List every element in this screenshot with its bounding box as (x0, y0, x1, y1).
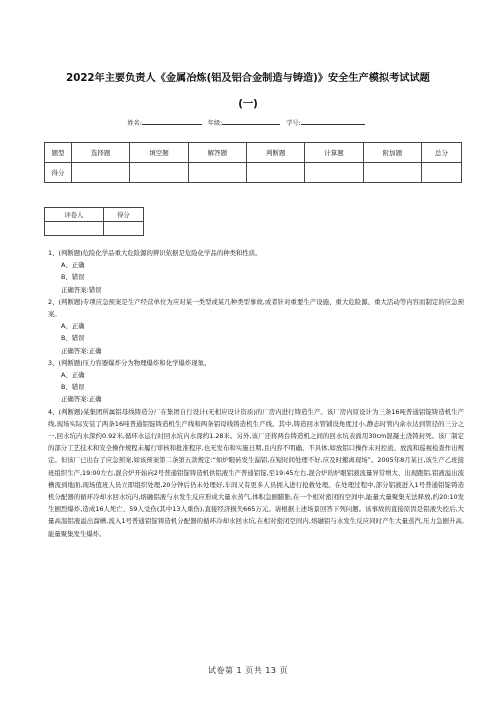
option-b[interactable]: B、错误 (61, 334, 85, 343)
reviewer-header-cell: 得分 (103, 208, 143, 222)
reviewer-header-cell: 评卷人 (45, 208, 104, 222)
score-cell[interactable] (72, 163, 130, 183)
score-cell[interactable] (247, 163, 305, 183)
question-stem: 3、(判断题)压力容器爆炸分为物理爆炸和化学爆炸现象。 (48, 358, 211, 367)
name-label: 姓名: (127, 120, 142, 127)
option-b[interactable]: B、错误 (61, 273, 85, 282)
id-label: 学号: (286, 120, 301, 127)
score-header-cell: 题型 (45, 143, 72, 163)
score-table (44, 142, 462, 183)
score-header-cell: 总分 (422, 143, 462, 163)
exam-title (30, 66, 466, 118)
option-b[interactable]: B、错误 (61, 383, 85, 392)
option-a[interactable]: A、正确 (61, 371, 85, 380)
score-header-row (45, 143, 462, 163)
grade-label: 年级: (207, 120, 223, 127)
option-a[interactable]: A、正确 (61, 322, 85, 331)
score-row-label: 得分 (45, 163, 72, 183)
question-stem: 2、(判断题)专项应急预案是生产经营单位为应对某一类型或某几种类型事故,或者针对重要生产设施、重大危险源、重大活动等内容而制定的应急预案。 (48, 297, 464, 319)
score-cell[interactable] (188, 163, 246, 183)
score-cell[interactable] (422, 163, 462, 183)
score-header-cell: 计算题 (305, 143, 363, 163)
title-line-1: 2022年主要负责人《金属冶炼(铝及铝合金制造与铸造)》安全生产模拟考试试题 (66, 73, 430, 84)
reviewer-cell[interactable] (45, 222, 104, 236)
name-field[interactable] (142, 117, 202, 125)
score-header-cell: 附加题 (363, 143, 421, 163)
reviewer-cell[interactable] (103, 222, 143, 236)
id-field[interactable] (301, 117, 365, 125)
student-info (0, 117, 496, 127)
answer-line: 正确答案:正确 (61, 346, 102, 355)
score-row (45, 163, 462, 183)
score-header-cell: 选择题 (72, 143, 130, 163)
reviewer-header-row (45, 208, 144, 222)
page-footer: 试卷第 1 页共 13 页 (208, 666, 288, 675)
reviewer-row (45, 222, 144, 236)
score-header-cell: 判断题 (247, 143, 305, 163)
reviewer-table (44, 207, 144, 236)
score-header-cell: 填空题 (130, 143, 188, 163)
score-cell[interactable] (363, 163, 421, 183)
option-a[interactable]: A、正确 (61, 261, 85, 270)
score-cell[interactable] (305, 163, 363, 183)
score-header-cell: 解答题 (188, 143, 246, 163)
question-stem: 1、(判断题)危险化学品重大危险源的辨识依据是危险化学品的种类和性质。 (48, 249, 262, 257)
score-cell[interactable] (130, 163, 188, 183)
question-4-text: 4、(判断题)某集团所属铝母线铸造分厂在集团自行设计(无相应设计资质)的厂房内进行铸造生产。该厂房内原设计为三条16吨普通铝锭铸造机生产线,现场实际安装了两条16吨普通铝锭铸造机生产线和两条铝母线铸造机生产线。其中,铸造回水管铺设角度过小,静态时管内余水达到管径的三分之一,回水坑内水深约0.92米,循环水运行时回水坑内水深约1.28米。另外,该厂还将两台铸造机之间的回水坑表面用30cm混凝土浇铸封死。该厂制定的部分工艺技术和安全操作规程未履行审核和批准程序,也无发布和实施日期,且内容不明确、不具体,如放铝口操作未对控流、放流和巡视检查作出规定。但该厂已出台了应急预案,如该预案第二条第五款规定:“如炉眼砖发生漏铝,在短时间处理不好,应及时搬离现场”。2005年8月某日,该生产乙班接班组织生产,19:00左右,混合炉开始向2号普通铝锭铸造机供铝液生产普通铝锭,至19:45左右,混合炉的炉眼铝液流量异常增大、出现跑铝,铝液溢出流槽流到地面,现场值班人员立即组织处理,20分钟后仍未处理好,车间又有更多人员拥入进行抢救处理。在处理过程中,部分铝液进入1号普通铝锭铸造机分配器的循环冷却水回水坑内,熔融铝液与水发生反应形成大量水蒸气,体积急剧膨胀,在一个相对密闭的空间中,能量大量聚集无法释放,约20:10发生剧烈爆炸,造成16人死亡、59人受伤(其中13人重伤),直接经济损失665万元。请根据上述场景回答下列问题。该事故的直接原因是铝液失控后,大量高温铝液溢出溜槽,流入1号普通铝锭铸造机分配器的循环冷却水回水坑,在相对密闭空间内,熔融铝与水发生反应同时产生大量蒸汽,压力急剧升高,能量聚集发生爆炸。 (48, 407, 464, 538)
question-list (48, 247, 464, 540)
answer-line: 正确答案:错误 (61, 285, 102, 294)
title-line-2: (一) (238, 99, 258, 110)
grade-field[interactable] (222, 117, 280, 125)
answer-line: 正确答案:正确 (61, 395, 102, 404)
